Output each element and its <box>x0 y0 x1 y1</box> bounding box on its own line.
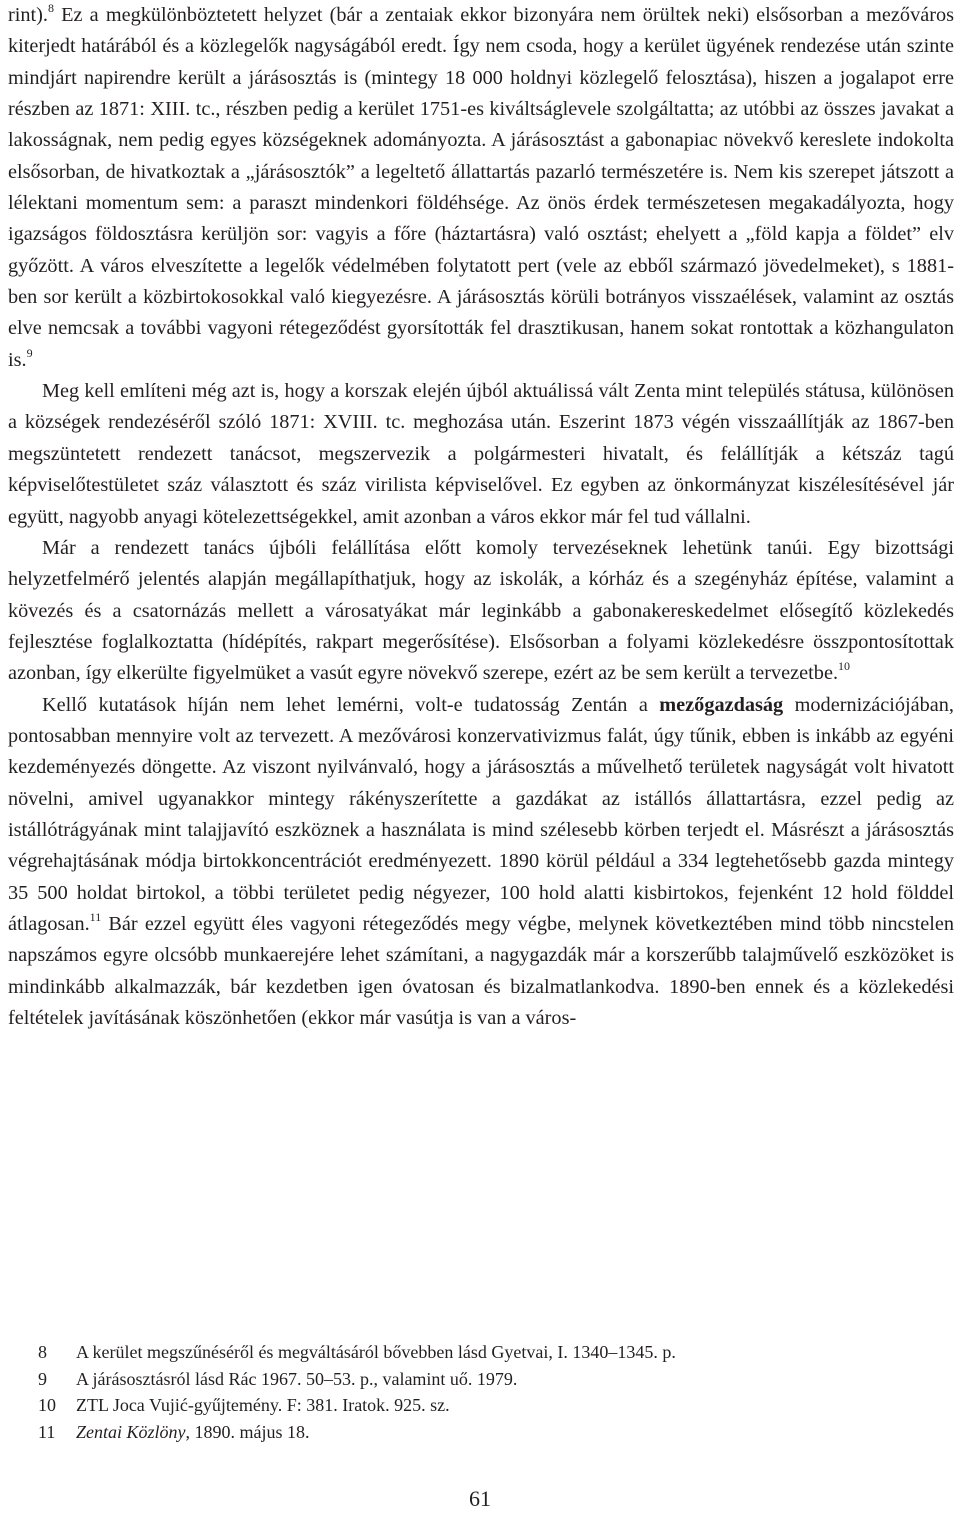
text-run: modernizációjában, pontosabban mennyire volt az tervezett. A mezővárosi konzervativizmus falát, úgy tűnik, ebben is inkább az egyéni kezdeményezés döngette. Az viszont nyilvánvaló, hogy a járásosztás a művelhető területek nagyságát volt hivatott növelni, amivel ugyanakkor mintegy rákényszerítette a gazdákat az istállós állattartásra, ezzel pedig az istállótrágyának mint talajjavító eszköznek a használata is mind szélesebb körben terjedt el. Másrészt a járásosztás végrehajtásának módja birtokkoncentrációt eredményezett. 1890 körül például a 334 legtehetősebb gazda mintegy 35 500 holdat birtokol, a többi területet pedig négyezer, 100 hold alatti kisbirtokos, fejenként 12 hold földdel átlagosan. <box>8 693 954 935</box>
footnotes <box>38 1339 938 1445</box>
footnote-number: 11 <box>38 1421 56 1442</box>
bold-term: mezőgazdaság <box>659 693 784 716</box>
footnote-text <box>76 1392 450 1419</box>
footnote-reference: 11 <box>89 909 102 924</box>
footnote-reference: 8 <box>48 1 54 15</box>
text-run: A járásosztásról lásd Rác 1967. 50–53. p., valamint uő. 1979. <box>76 1368 518 1389</box>
text-run: rint). <box>8 4 48 26</box>
text-run: A kerület megszűnéséről és megváltásáról bővebben lásd Gyetvai, I. 1340–1345. p. <box>76 1342 676 1362</box>
text-run: Már a rendezett tanács újbóli felállítása előtt komoly tervezéseknek lehetünk tanúi. Egy bizottsági helyzetfelmérő jelentés alapján megállapíthatjuk, hogy az iskolák, a kórház és a szegényház építése, valamint a kövezés és a csatornázás mellett a városatyákat már leginkább a gabonakereskedelmet elősegítő közlekedés fejlesztése foglalkoztatta (hídépítés, rakpart megerősítése). Elsősorban a folyami közlekedésre összpontosítottak azonban, így elkerülte figyelmüket a vasút egyre növekvő szerepe, ezért az be sem került a tervezetbe. <box>8 536 954 685</box>
footnote-number: 9 <box>38 1368 47 1389</box>
footnote <box>38 1419 938 1446</box>
footnote-number: 10 <box>38 1395 56 1415</box>
text-run: Kellő kutatások híján nem lehet lemérni, volt-e tudatosság Zentán a <box>42 693 660 716</box>
page-number: 61 <box>469 1486 491 1511</box>
paragraph <box>8 690 954 1035</box>
footnote <box>38 1366 938 1393</box>
footnote-reference: 10 <box>838 659 851 674</box>
footnote-reference: 9 <box>26 345 33 360</box>
paragraph <box>8 376 954 533</box>
main-text <box>8 0 954 1034</box>
text-run: ZTL Joca Vujić-gyűjtemény. F: 381. Iratok. 925. sz. <box>76 1395 450 1415</box>
text-run: Ez a megkülönböztetett helyzet (bár a zentaiak ekkor bizonyára nem örültek neki) elsősorban a mezőváros kiterjedt határából és a közlegelők nagyságából eredt. Így nem csoda, hogy a kerület ügyének rendezése után szinte mindjárt napirendre került a járásosztás is (mintegy 18 000 holdnyi közlegelő felosztása), hiszen a jogalapot erre részben az 1871: XIII. tc., részben pedig a kerület 1751-es kiváltságlevele szolgáltatta; az utóbbi az összes javakat a lakosságnak, nem pedig egyes községeknek adományozta. A járásosztást a gabonapiac növekvő kereslete indokolta elsősorban, de hivatkoztak a „járásosztók” a legeltető állattartás pazarló természetére is. Nem kis szerepet játszott a lélektani momentum sem: a paraszt mindenkori földéhsége. Az önös érdek természetesen megakadályozta, hogy igazságos földosztásra kerüljön sor: vagyis a főre (háztartásra) való osztást; ehelyett a „föld kapja a földet” elv győzött. A város elveszítette a legelők védelmében folytatott pert (vele az ebből származó jövedelmeket), s 1881-ben sor került a közbirtokosokkal való kiegyezésre. A járásosztás körüli botrányos visszaélések, valamint az osztás elve nemcsak a további vagyoni rétegeződést gyorsították fel drasztikusan, hanem sokat rontottak a közhangulaton is. <box>8 4 954 371</box>
footnote-text <box>76 1366 517 1393</box>
paragraph <box>8 533 954 690</box>
footnote-number: 8 <box>38 1342 47 1362</box>
text-run: Meg kell említeni még azt is, hogy a korszak elején újból aktuálissá vált Zenta mint település státusa, különösen a községek rendezéséről szóló 1871: XVIII. tc. meghozása után. Eszerint 1873 végén visszaállítják az 1867-ben megszüntetett rendezett tanácsot, megszervezik a polgármesteri hivatalt, és felállítják a kétszáz tagú képviselőtestületet száz választott és száz virilista képviselővel. Ez egyben az önkormányzat kiszélesítésével jár együtt, nagyobb anyagi kötelezettségekkel, amit azonban a város ekkor már fel tud vállalni. <box>8 380 954 528</box>
footnote-text <box>76 1419 310 1446</box>
italic-title: Zentai Közlöny <box>76 1421 186 1442</box>
footnote-text <box>76 1339 676 1366</box>
paragraph <box>8 0 954 376</box>
book-page <box>8 0 954 1034</box>
text-run: Bár ezzel együtt éles vagyoni rétegeződés megy végbe, melynek következtében mind több nincstelen napszámos egyre olcsóbb munkaerejére lehet számítani, a nagygazdák már a korszerűbb talajművelő eszközöket is mindinkább alkalmazzák, bár kezdetben igen óvatosan és bizalmatlankodva. 1890-ben ennek és a közlekedési feltételek javításának köszönhetően (ekkor már vasútja is van a város- <box>8 912 954 1029</box>
text-run: , 1890. május 18. <box>185 1421 310 1442</box>
footnote <box>38 1392 938 1419</box>
footnote <box>38 1339 938 1366</box>
